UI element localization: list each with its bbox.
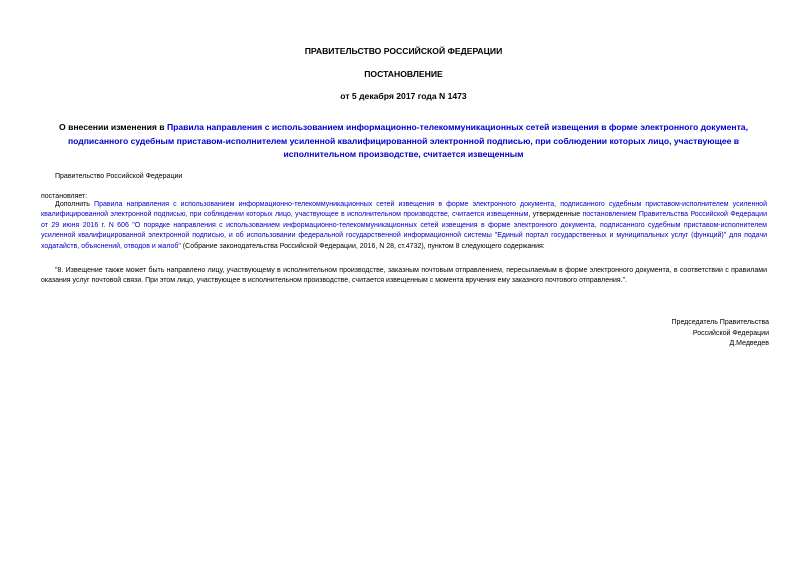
issuing-authority: ПРАВИТЕЛЬСТВО РОССИЙСКОЙ ФЕДЕРАЦИИ xyxy=(304,46,503,56)
signature-block xyxy=(672,318,769,350)
amendment-text-1: Дополнить xyxy=(55,201,95,208)
signature-position-1: Председатель Правительства xyxy=(671,319,769,326)
amendment-text-3: (Собрание законодательства Российской Федерации, 2016, N 28, ст.4732), пунктом 8 следующего содержания: xyxy=(180,242,545,250)
signature-position-2: Российской Федерации xyxy=(692,329,769,337)
resolution-606-link[interactable]: постановлением Правительства Российской Федерации от 29 июня 2016 г. N 606 "О порядке направления с использованием информационно-телекоммуникационных сетей извещения в форме электронного документа, подписанного судебным приставом-исполнителем усиленной квалифицированной электронной подписью, и об использовании федеральной государственной информационной системы "Единый портал государственных и муниципальных услуг (функций)" для подачи ходатайств, объяснений, отводов и жалоб" xyxy=(41,211,767,250)
signature-name: Д.Медведев xyxy=(729,340,769,348)
rules-link[interactable]: Правила направления с использованием информационно-телекоммуникационных сетей извещения в форме электронного документа, подписанного судебным приставом-исполнителем усиленной квалифицированной электронной подписью, при соблюдении которых лицо, участвующее в исполнительном производстве, считается извещенным xyxy=(41,201,767,219)
document-date-number: от 5 декабря 2017 года N 1473 xyxy=(340,91,467,101)
title-prefix: О внесении изменения в xyxy=(59,122,167,132)
amendment-text-2: , утвержденные xyxy=(528,211,583,219)
document-type: ПОСТАНОВЛЕНИЕ xyxy=(364,69,443,79)
paragraph-point-8: "8. Извещение также может быть направлено лицу, участвующему в исполнительном производстве, заказным почтовым отправлением, пересылаемым в форме электронного документа, в соответствии с правилами оказания услуг почтовой связи. При этом лицо, участвующее в исполнительном производстве, считается извещенным с момента вручения ему заказного почтового отправления.". xyxy=(41,267,767,285)
title-rules-link[interactable]: Правила направления с использованием информационно-телекоммуникационных сетей извещения в форме электронного документа, подписанного судебным приставом-исполнителем усиленной квалифицированной электронной подписью, при соблюдении которых лицо, участвующее в исполнительном производстве, считается извещенным xyxy=(67,122,748,159)
document-title xyxy=(44,121,763,162)
paragraph-amendment xyxy=(41,200,767,252)
decrees-word: постановляет: xyxy=(41,193,88,200)
government-name: Правительство Российской Федерации xyxy=(55,173,183,180)
